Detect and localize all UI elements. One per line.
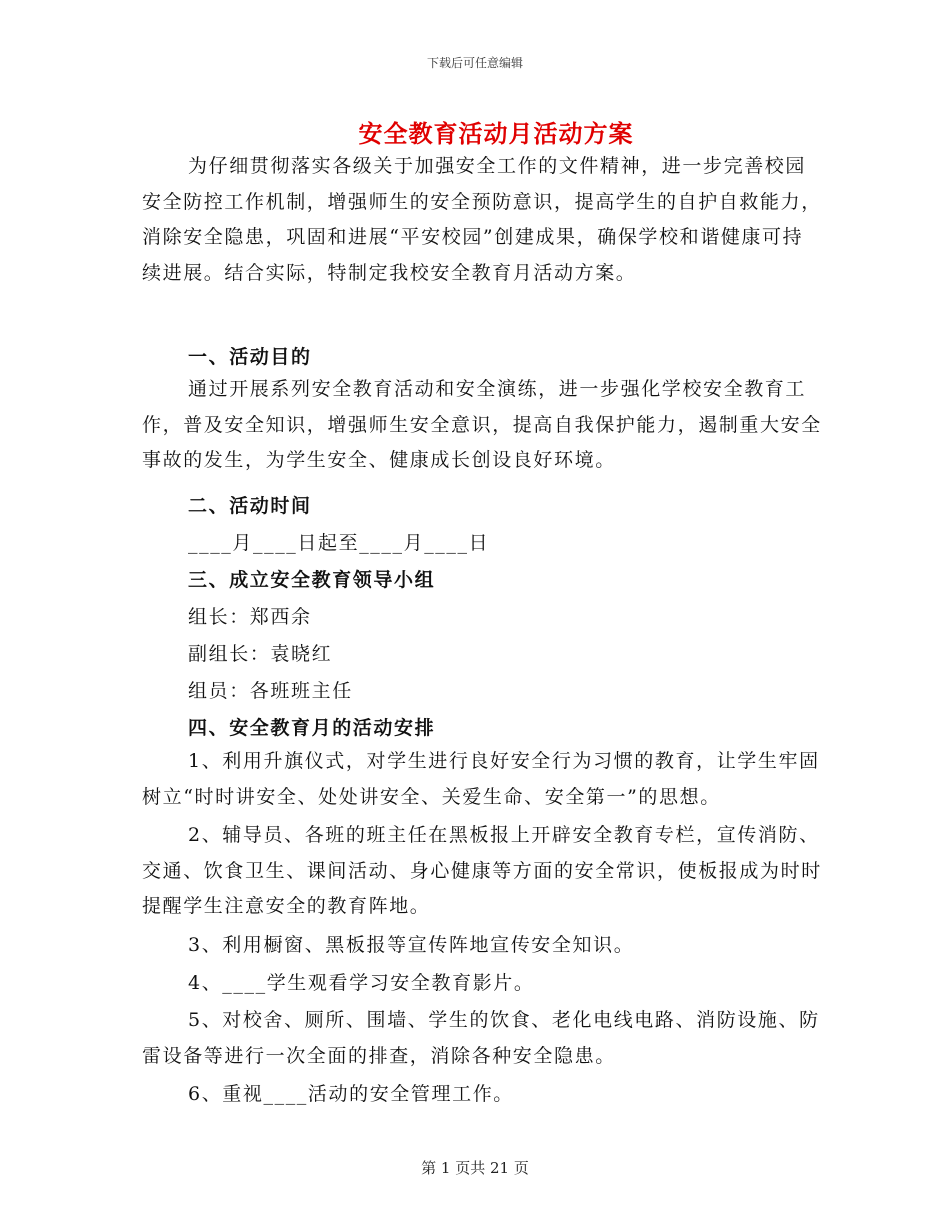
arrangement-item-2: 2、辅导员、各班的班主任在黑板报上开辟安全教育专栏，宣传消防、交通、饮食卫生、课间活动、身心健康等方面的安全常识，使板报成为时时提醒学生注意安全的教育阵地。 bbox=[142, 824, 822, 917]
document-title: 安全教育活动月活动方案 bbox=[358, 119, 634, 148]
vice-leader-line: 副组长：袁晓红 bbox=[188, 643, 333, 665]
arrangement-item-5: 5、对校舍、厕所、围墙、学生的饮食、老化电线电路、消防设施、防雷设备等进行一次全面的排查，消除各种安全隐患。 bbox=[142, 1009, 820, 1067]
purpose-paragraph: 通过开展系列安全教育活动和安全演练，进一步强化学校安全教育工作，普及安全知识，增强师生安全意识，提高自我保护能力，遏制重大安全事故的发生，为学生安全、健康成长创设良好环境。 bbox=[142, 378, 822, 471]
arrangement-item-4: 4、____学生观看学习安全教育影片。 bbox=[188, 972, 535, 994]
arrangement-item-6: 6、重视____活动的安全管理工作。 bbox=[188, 1083, 514, 1105]
arrangement-item-3: 3、利用橱窗、黑板报等宣传阵地宣传安全知识。 bbox=[188, 934, 635, 956]
arrangement-item-1: 1、利用升旗仪式，对学生进行良好安全行为习惯的教育，让学生牢固树立“时时讲安全、处处讲安全、关爱生命、安全第一”的思想。 bbox=[142, 750, 820, 808]
page-number-footer: 第 1 页共 21 页 bbox=[421, 1159, 529, 1177]
section-heading-leadership: 三、成立安全教育领导小组 bbox=[188, 569, 436, 591]
activity-time-line: ____月____日起至____月____日 bbox=[188, 532, 490, 554]
section-heading-purpose: 一、活动目的 bbox=[188, 346, 312, 368]
header-note: 下载后可任意编辑 bbox=[426, 56, 523, 70]
leader-line: 组长：郑西余 bbox=[188, 606, 312, 628]
section-heading-arrangements: 四、安全教育月的活动安排 bbox=[188, 717, 436, 739]
members-line: 组员：各班班主任 bbox=[188, 680, 353, 702]
intro-paragraph: 为仔细贯彻落实各级关于加强安全工作的文件精神，进一步完善校园安全防控工作机制，增强师生的安全预防意识，提高学生的自护自救能力，消除安全隐患，巩固和进展“平安校园”创建成果，确保学校和谐健康可持续进展。结合实际，特制定我校安全教育月活动方案。 bbox=[142, 155, 822, 284]
section-heading-time: 二、活动时间 bbox=[188, 495, 312, 517]
